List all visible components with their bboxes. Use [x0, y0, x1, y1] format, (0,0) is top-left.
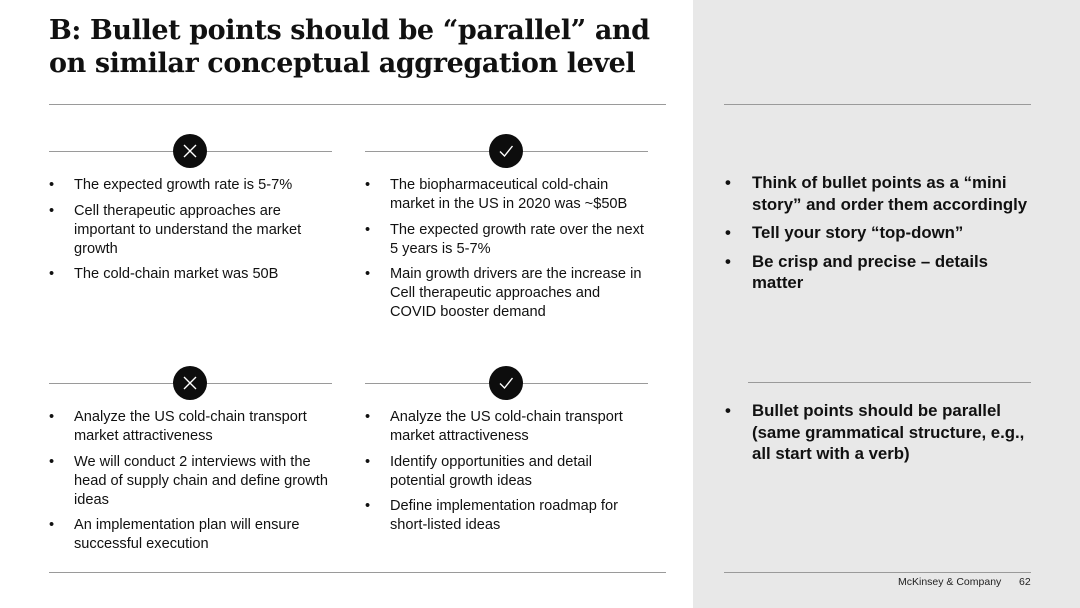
title-divider: [49, 104, 666, 105]
takeaway-list-bottom: [725, 400, 1035, 472]
page-number: 62: [1019, 576, 1031, 588]
bullet-list-top-left: [49, 176, 334, 291]
list-item: • Analyze the US cold-chain transport market attractiveness: [49, 408, 334, 446]
list-item: • Analyze the US cold-chain transport market attractiveness: [365, 408, 645, 446]
footer-divider: [724, 572, 1031, 573]
check-icon: [489, 366, 523, 400]
footer-brand: McKinsey & Company: [898, 576, 1002, 588]
bullet-list-top-right: [365, 176, 645, 329]
cross-icon: [173, 134, 207, 168]
list-item: • The expected growth rate is 5-7%: [49, 176, 334, 195]
list-item: • Cell therapeutic approaches are important to understand the market growth: [49, 202, 334, 259]
list-item: • Main growth drivers are the increase in Cell therapeutic approaches and COVID booster demand: [365, 265, 645, 322]
list-item: • An implementation plan will ensure successful execution: [49, 516, 334, 554]
takeaway-panel: [693, 0, 1080, 608]
bullet-list-bottom-right: [365, 408, 645, 542]
bottom-divider: [49, 572, 666, 573]
list-item: • The expected growth rate over the next 5 years is 5-7%: [365, 221, 645, 259]
cross-icon: [173, 366, 207, 400]
list-item: • The biopharmaceutical cold-chain market in the US in 2020 was ~$50B: [365, 176, 645, 214]
bullet-list-bottom-left: [49, 408, 334, 561]
slide-title: B: Bullet points should be “parallel” and on similar conceptual aggregation level: [49, 15, 650, 79]
check-icon: [489, 134, 523, 168]
takeaway-item: • Be crisp and precise – details matter: [725, 251, 1035, 294]
panel-divider-top: [724, 104, 1031, 105]
panel-divider-middle: [748, 382, 1031, 383]
takeaway-list-top: [725, 172, 1035, 301]
list-item: • Identify opportunities and detail potential growth ideas: [365, 453, 645, 491]
list-item: • We will conduct 2 interviews with the head of supply chain and define growth ideas: [49, 453, 334, 510]
takeaway-item: • Bullet points should be parallel (same grammatical structure, e.g., all start with a verb): [725, 400, 1035, 465]
takeaway-item: • Think of bullet points as a “mini story” and order them accordingly: [725, 172, 1035, 215]
list-item: • The cold-chain market was 50B: [49, 265, 334, 284]
takeaway-item: • Tell your story “top-down”: [725, 222, 1035, 244]
list-item: • Define implementation roadmap for short-listed ideas: [365, 497, 645, 535]
